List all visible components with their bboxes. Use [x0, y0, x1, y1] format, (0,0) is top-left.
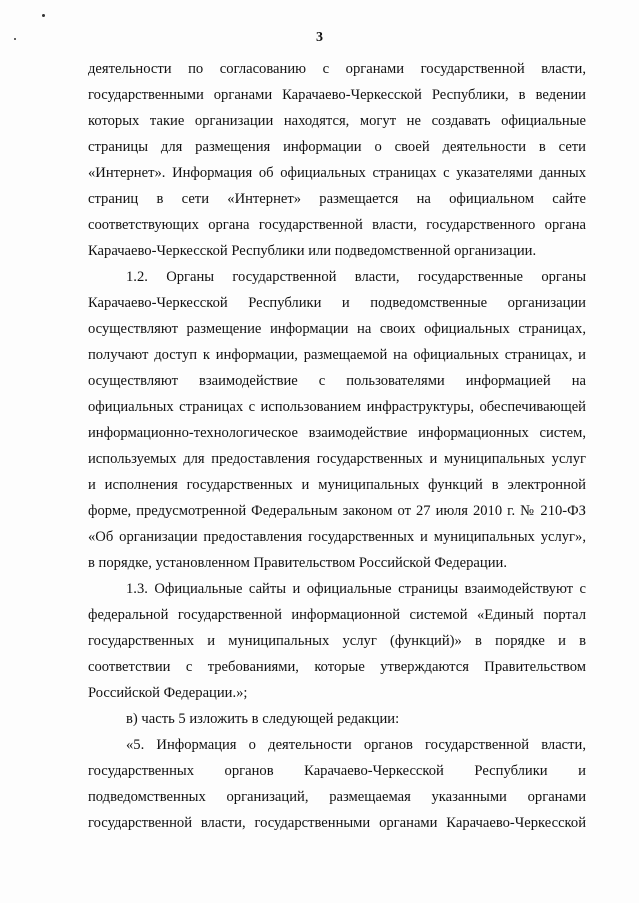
text-line: государственных органов Карачаево-Черкесской Республики и	[88, 763, 586, 779]
text-line: «Интернет». Информация об официальных страницах с указателями данных	[88, 165, 586, 181]
text-line: которых такие организации находятся, могут не создавать официальные	[88, 113, 586, 129]
text-line: деятельности по согласованию с органами государственной власти,	[88, 61, 586, 77]
text-line: государственных и муниципальных услуг (функций)» в порядке и в	[88, 633, 586, 649]
text-line: страниц в сети «Интернет» размещается на официальном сайте	[88, 191, 586, 207]
text-line: используемых для предоставления государственных и муниципальных услуг	[88, 451, 586, 467]
document-body	[88, 56, 586, 836]
text-line: государственными органами Карачаево-Черкесской Республики, в ведении	[88, 87, 586, 103]
page-number: 3	[316, 30, 323, 45]
text-line: Российской Федерации.»;	[88, 685, 248, 701]
text-line: форме, предусмотренной Федеральным законом от 27 июля 2010 г. № 210-ФЗ	[88, 503, 586, 519]
text-line: 1.3. Официальные сайты и официальные страницы взаимодействуют с	[126, 581, 586, 597]
text-line: Карачаево-Черкесской Республики или подведомственной организации.	[88, 243, 537, 259]
text-line: осуществляют взаимодействие с пользователями информацией на	[88, 373, 586, 389]
text-line: соответствии с требованиями, которые утверждаются Правительством	[88, 659, 586, 675]
text-line: подведомственных организаций, размещаемая указанными органами	[88, 789, 586, 805]
text-line: федеральной государственной информационной системой «Единый портал	[88, 607, 586, 623]
text-line: осуществляют размещение информации на своих официальных страницах,	[88, 321, 586, 337]
text-line: получают доступ к информации, размещаемой на официальных страницах, и	[88, 347, 586, 363]
text-line: 1.2. Органы государственной власти, государственные органы	[126, 269, 586, 285]
text-line: информационно-технологическое взаимодействие информационных систем,	[88, 425, 586, 441]
text-line: Карачаево-Черкесской Республики и подведомственные организации	[88, 295, 586, 311]
text-line: страницы для размещения информации о своей деятельности в сети	[88, 139, 586, 155]
text-line: в порядке, установленном Правительством Российской Федерации.	[88, 555, 507, 571]
text-line: «5. Информация о деятельности органов государственной власти,	[126, 737, 586, 753]
text-line: официальных страницах с использованием инфраструктуры, обеспечивающей	[88, 399, 586, 415]
text-line: соответствующих органа государственной власти, государственного органа	[88, 217, 586, 233]
text-line: государственной власти, государственными органами Карачаево-Черкесской	[88, 815, 586, 831]
scan-speck	[42, 14, 45, 17]
text-line: в) часть 5 изложить в следующей редакции:	[126, 711, 400, 727]
text-line: и исполнения государственных и муниципальных функций в электронной	[88, 477, 586, 493]
text-line: «Об организации предоставления государственных и муниципальных услуг»,	[88, 529, 586, 545]
